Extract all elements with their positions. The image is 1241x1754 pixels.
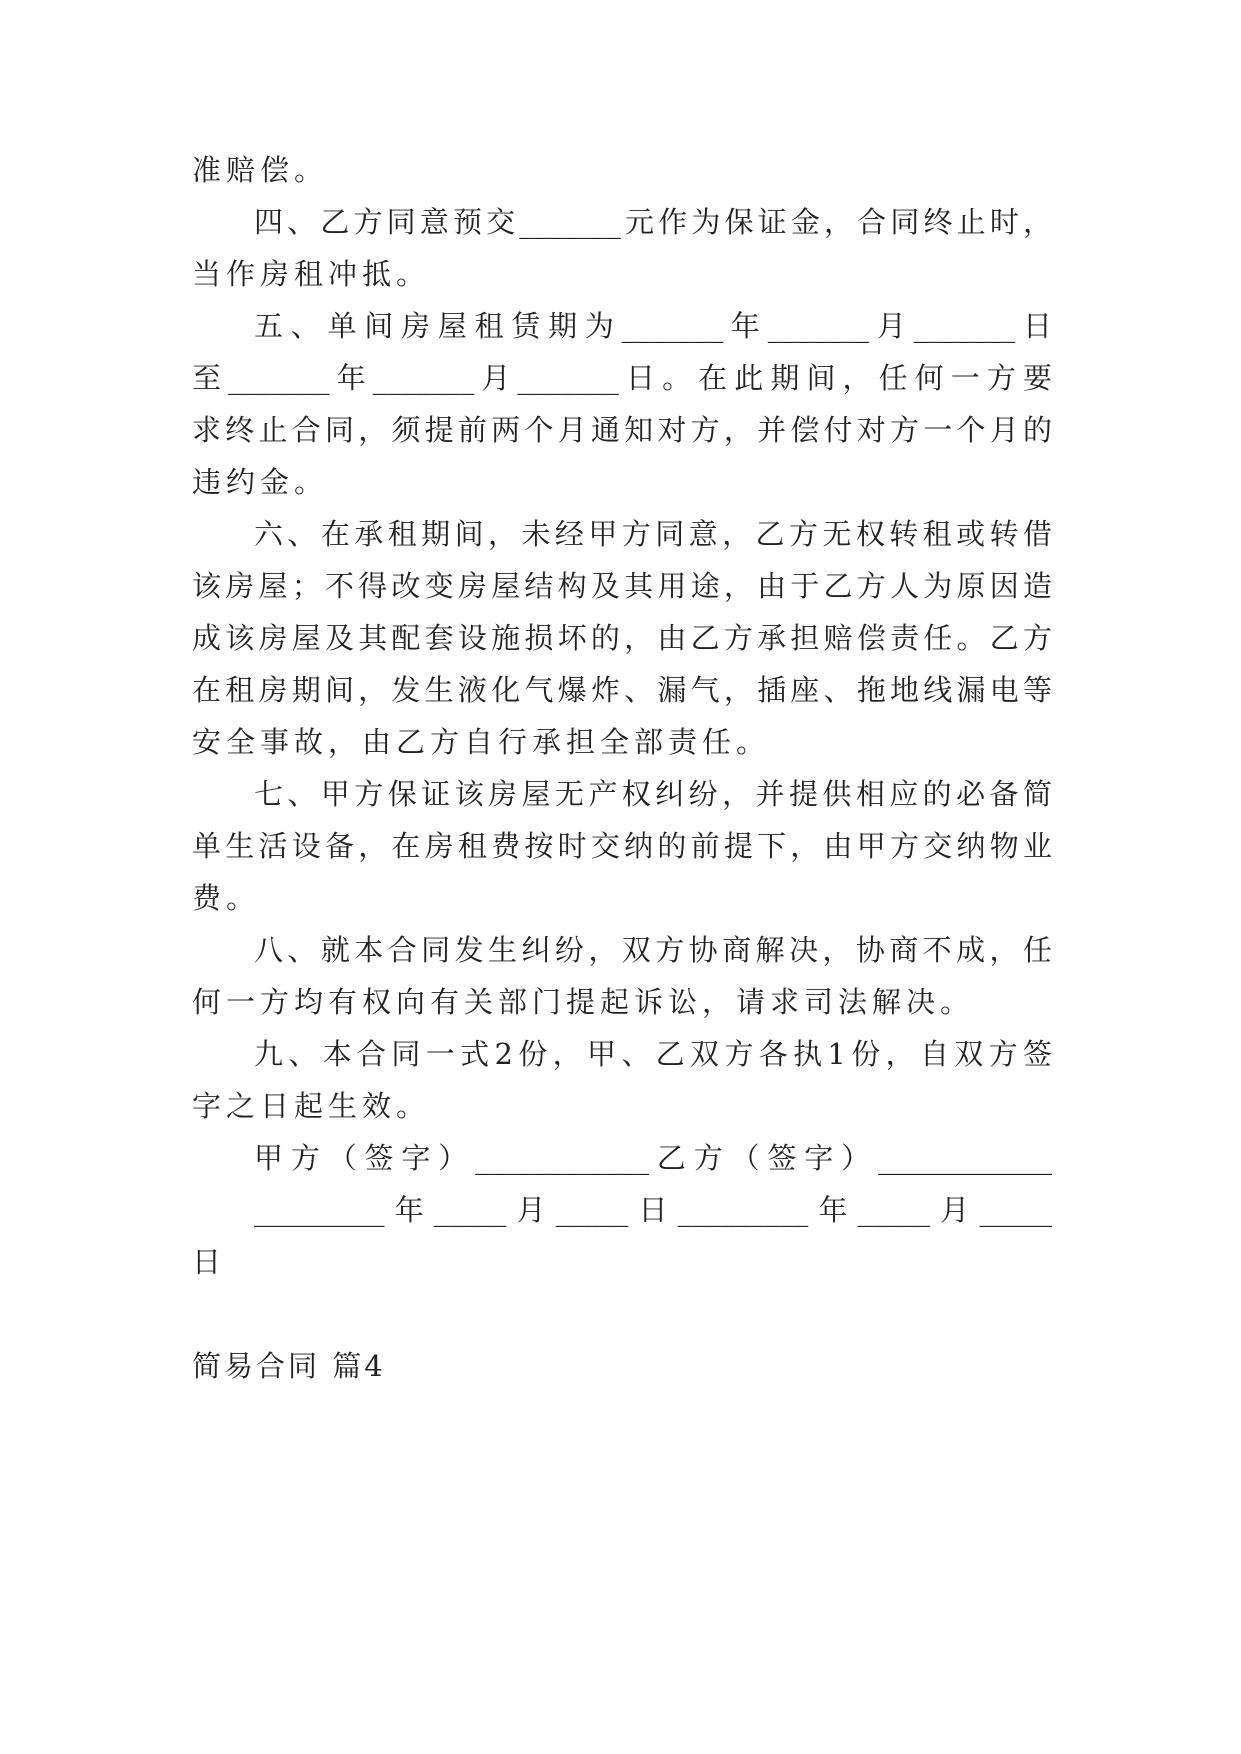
- text-line-5: 至_______年_______月_______日。在此期间，任何一方要: [192, 361, 1052, 395]
- text-line-6: 求终止合同，须提前两个月通知对方，并偿付对方一个月的: [192, 413, 1052, 447]
- text-line-9: 该房屋；不得改变房屋结构及其用途，由于乙方人为原因造: [192, 569, 1052, 603]
- text-line-8: 六、在承租期间，未经甲方同意，乙方无权转租或转借: [254, 517, 1052, 551]
- text-line-11: 在租房期间，发生液化气爆炸、漏气，插座、拖地线漏电等: [192, 673, 1052, 707]
- date-line-end: 日: [192, 1245, 227, 1279]
- text-line-13: 七、甲方保证该房屋无产权纠纷，并提供相应的必备简: [254, 777, 1052, 811]
- text-line-3: 当作房租冲抵。: [192, 257, 431, 291]
- text-line-12: 安全事故，由乙方自行承担全部责任。: [192, 725, 771, 759]
- date-line: _________年_____月_____日_________年_____月_____: [254, 1193, 1052, 1227]
- section-heading: 简易合同 篇4: [192, 1349, 386, 1383]
- text-line-7: 违约金。: [192, 465, 329, 499]
- text-line-18: 九、本合同一式2份，甲、乙双方各执1份，自双方签: [254, 1037, 1052, 1071]
- text-line-16: 八、就本合同发生纠纷，双方协商解决，协商不成，任: [254, 933, 1052, 967]
- text-line-15: 费。: [192, 881, 261, 915]
- text-line-19: 字之日起生效。: [192, 1089, 431, 1123]
- text-line-17: 何一方均有权向有关部门提起诉讼，请求司法解决。: [192, 985, 975, 1019]
- text-line-10: 成该房屋及其配套设施损坏的，由乙方承担赔偿责任。乙方: [192, 621, 1052, 655]
- text-line-1: 准赔偿。: [192, 153, 329, 187]
- text-line-4: 五、单间房屋租赁期为_______年_______月_______日: [254, 309, 1052, 343]
- signature-line: 甲方（签字）____________乙方（签字）____________: [254, 1141, 1052, 1175]
- text-line-2: 四、乙方同意预交_______元作为保证金，合同终止时，: [254, 205, 1052, 239]
- text-line-14: 单生活设备，在房租费按时交纳的前提下，由甲方交纳物业: [192, 829, 1052, 863]
